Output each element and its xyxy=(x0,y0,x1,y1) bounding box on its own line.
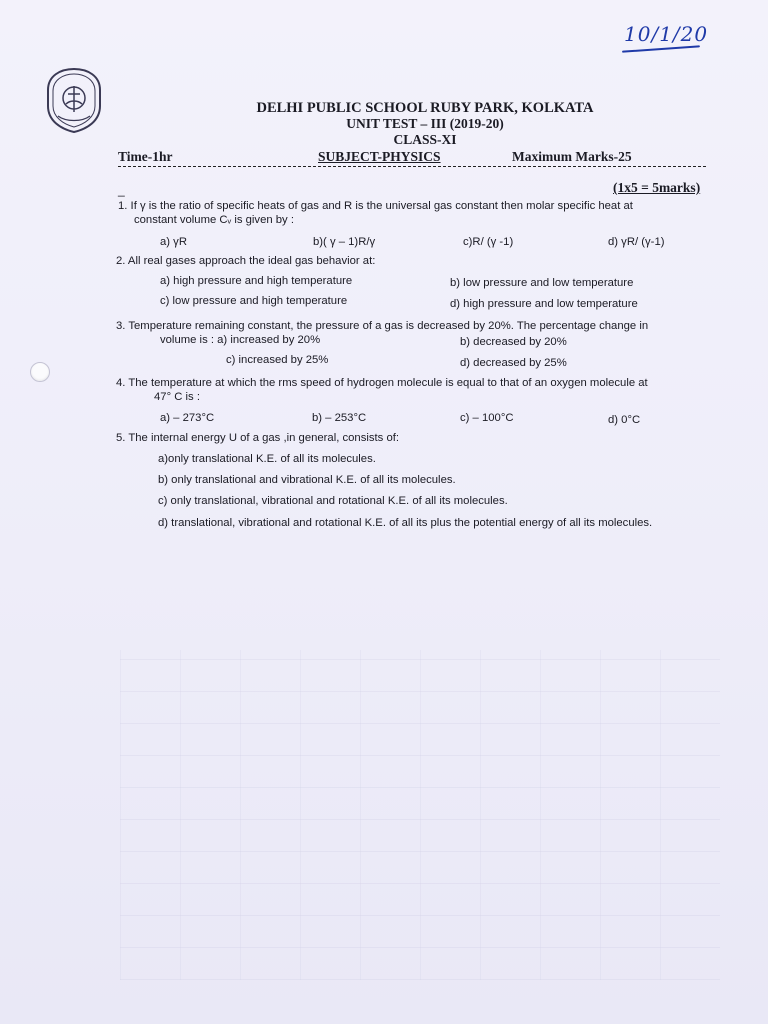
divider-line xyxy=(118,166,706,167)
q3-option-b: b) decreased by 20% xyxy=(460,336,567,348)
q4-line2: 47° C is : xyxy=(154,391,200,403)
class-label: CLASS-XI xyxy=(393,132,457,147)
marking-scheme: (1x5 = 5marks) xyxy=(613,180,701,195)
q2-option-b: b) low pressure and low temperature xyxy=(450,277,634,289)
q1-line2: constant volume Cᵥ is given by : xyxy=(134,214,294,226)
q4-line1: 4. The temperature at which the rms speed of hydrogen molecule is equal to that of an oxygen molecule at xyxy=(116,377,648,389)
q3-line1: 3. Temperature remaining constant, the pressure of a gas is decreased by 20%. The percentage change in xyxy=(116,320,649,332)
school-name: DELHI PUBLIC SCHOOL RUBY PARK, KOLKATA xyxy=(256,100,594,116)
test-name: UNIT TEST – III (2019-20) xyxy=(346,116,504,131)
q1-option-d: d) γR/ (γ-1) xyxy=(608,236,665,248)
q2-option-d: d) high pressure and low temperature xyxy=(450,298,638,310)
q5-option-d: d) translational, vibrational and rotational K.E. of all its plus the potential energy of all its molecules. xyxy=(158,517,653,529)
q3-line2-option-a: volume is : a) increased by 20% xyxy=(160,334,321,346)
max-marks-label: Maximum Marks-25 xyxy=(512,149,632,164)
q1-option-a: a) γR xyxy=(160,236,187,248)
bleed-through-grid xyxy=(120,650,720,980)
q2-text: 2. All real gases approach the ideal gas behavior at: xyxy=(116,255,376,267)
q1-line1: 1. If γ is the ratio of specific heats of gas and R is the universal gas constant then molar specific heat at xyxy=(118,200,633,212)
q4-option-c: c) – 100°C xyxy=(460,412,514,424)
time-label: Time-1hr xyxy=(118,149,173,164)
q4-option-d: d) 0°C xyxy=(608,414,641,426)
punch-hole xyxy=(30,362,50,382)
q1-option-c: c)R/ (γ -1) xyxy=(463,236,514,248)
handwritten-date: 10/1/20 xyxy=(624,22,709,46)
divider-stub: _ xyxy=(118,183,125,197)
q5-option-a: a)only translational K.E. of all its molecules. xyxy=(158,453,376,465)
q1-option-b: b)( γ – 1)R/γ xyxy=(313,236,376,248)
q3-option-d: d) decreased by 25% xyxy=(460,357,567,369)
q5-option-c: c) only translational, vibrational and rotational K.E. of all its molecules. xyxy=(158,495,508,507)
q2-option-c: c) low pressure and high temperature xyxy=(160,295,348,307)
date-underline xyxy=(622,45,700,52)
q4-option-a: a) – 273°C xyxy=(160,412,215,424)
q3-option-c: c) increased by 25% xyxy=(226,354,329,366)
q5-text: 5. The internal energy U of a gas ,in general, consists of: xyxy=(116,432,400,444)
q4-option-b: b) – 253°C xyxy=(312,412,367,424)
subject-label: SUBJECT-PHYSICS xyxy=(318,149,441,164)
q5-option-b: b) only translational and vibrational K.E. of all its molecules. xyxy=(158,474,456,486)
q2-option-a: a) high pressure and high temperature xyxy=(160,275,353,287)
